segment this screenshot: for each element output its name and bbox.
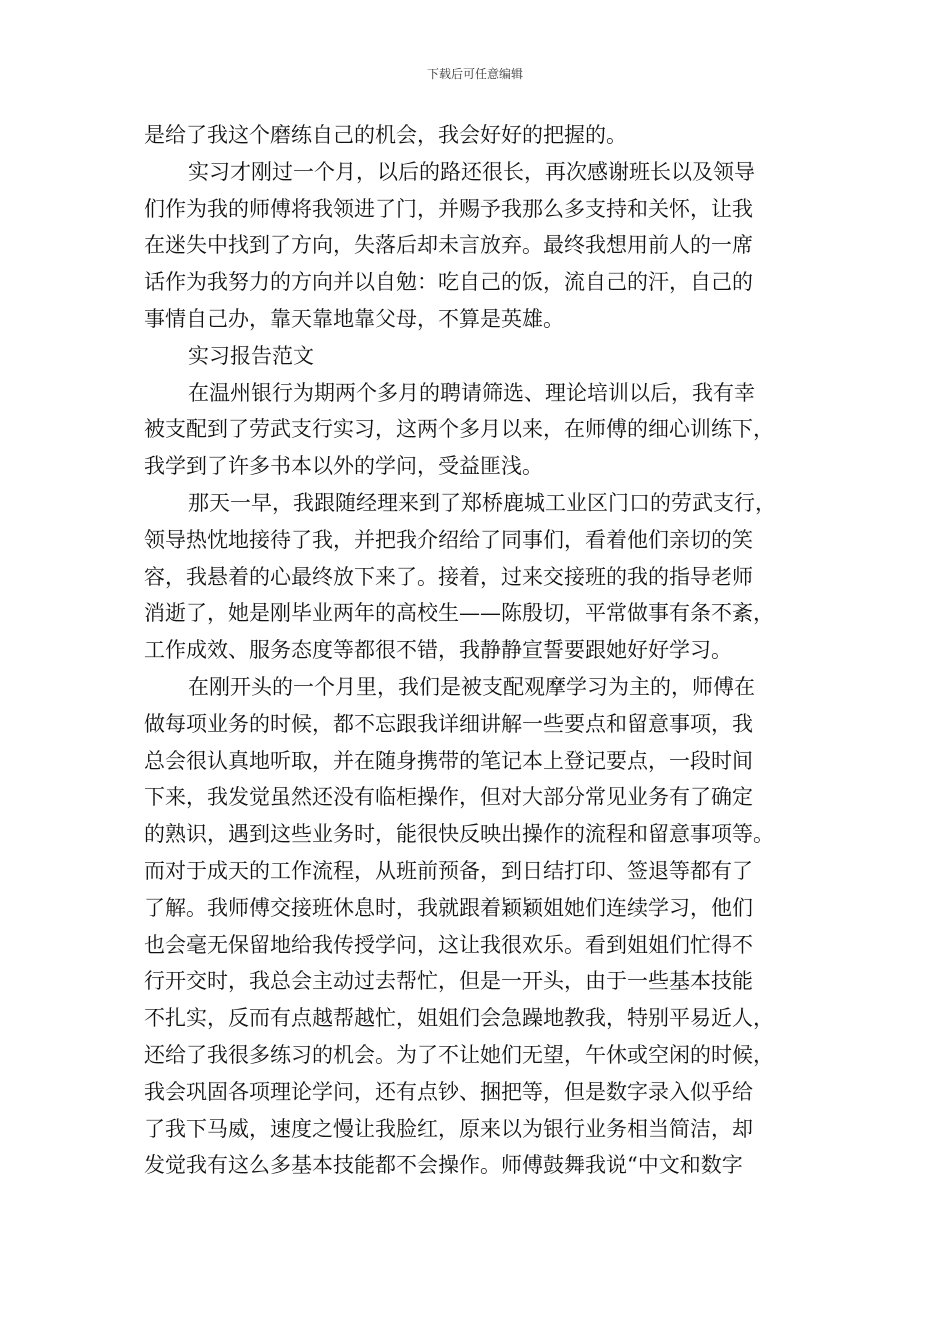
page-header: 下载后可任意编辑 xyxy=(426,67,523,81)
text-line: 被支配到了劳武支行实习，这两个多月以来，在师傅的细心训练下， xyxy=(144,417,774,442)
text-line: 我学到了许多书本以外的学问，受益匪浅。 xyxy=(144,454,543,479)
text-line: 工作成效、服务态度等都很不错，我静静宣誓要跟她好好学习。 xyxy=(144,638,732,663)
text-line: 我会巩固各项理论学问，还有点钞、捆把等，但是数字录入似乎给 xyxy=(144,1079,753,1104)
text-line: 而对于成天的工作流程，从班前预备，到日结打印、签退等都有了 xyxy=(144,858,753,883)
text-line: 行开交时，我总会主动过去帮忙，但是一开头，由于一些基本技能 xyxy=(144,969,753,994)
text-line: 容，我悬着的心最终放下来了。接着，过来交接班的我的指导老师 xyxy=(144,564,753,589)
text-line: 不扎实，反而有点越帮越忙，姐姐们会急躁地教我，特别平易近人， xyxy=(144,1006,774,1031)
text-line: 消逝了，她是刚毕业两年的高校生——陈殷切，平常做事有条不紊， xyxy=(144,601,774,626)
text-line: 实习才刚过一个月，以后的路还很长，再次感谢班长以及领导 xyxy=(188,159,755,184)
text-line: 实习报告范文 xyxy=(188,343,314,368)
text-line: 在迷失中找到了方向，失落后却未言放弃。最终我想用前人的一席 xyxy=(144,233,753,258)
text-line: 在刚开头的一个月里，我们是被支配观摩学习为主的，师傅在 xyxy=(188,674,755,699)
text-line: 了我下马威，速度之慢让我脸红，原来以为银行业务相当简洁，却 xyxy=(144,1116,753,1141)
text-line: 还给了我很多练习的机会。为了不让她们无望，午休或空闲的时候， xyxy=(144,1042,774,1067)
text-line: 了解。我师傅交接班休息时，我就跟着颖颖姐她们连续学习，他们 xyxy=(144,895,753,920)
text-line: 们作为我的师傅将我领进了门，并赐予我那么多支持和关怀，让我 xyxy=(144,196,753,221)
document-body xyxy=(144,117,810,1184)
text-line: 总会很认真地听取，并在随身携带的笔记本上登记要点，一段时间 xyxy=(144,748,753,773)
text-line: 是给了我这个磨练自己的机会，我会好好的把握的。 xyxy=(144,123,627,147)
text-line: 在温州银行为期两个多月的聘请筛选、理论培训以后，我有幸 xyxy=(188,380,755,405)
text-line: 那天一早，我跟随经理来到了郑桥鹿城工业区门口的劳武支行， xyxy=(188,490,776,515)
text-line: 的熟识，遇到这些业务时，能很快反映出操作的流程和留意事项等。 xyxy=(144,822,774,847)
text-line: 发觉我有这么多基本技能都不会操作。师傅鼓舞我说“中文和数字 xyxy=(144,1153,743,1178)
text-line: 事情自己办，靠天靠地靠父母，不算是英雄。 xyxy=(144,306,564,331)
text-line: 话作为我努力的方向并以自勉：吃自己的饭，流自己的汗，自己的 xyxy=(144,270,753,295)
text-line: 下来，我发觉虽然还没有临柜操作，但对大部分常见业务有了确定 xyxy=(144,785,753,810)
text-line: 领导热忱地接待了我，并把我介绍给了同事们，看着他们亲切的笑 xyxy=(144,527,753,552)
text-line: 也会毫无保留地给我传授学问，这让我很欢乐。看到姐姐们忙得不 xyxy=(144,932,753,957)
text-line: 做每项业务的时候，都不忘跟我详细讲解一些要点和留意事项，我 xyxy=(144,711,753,736)
